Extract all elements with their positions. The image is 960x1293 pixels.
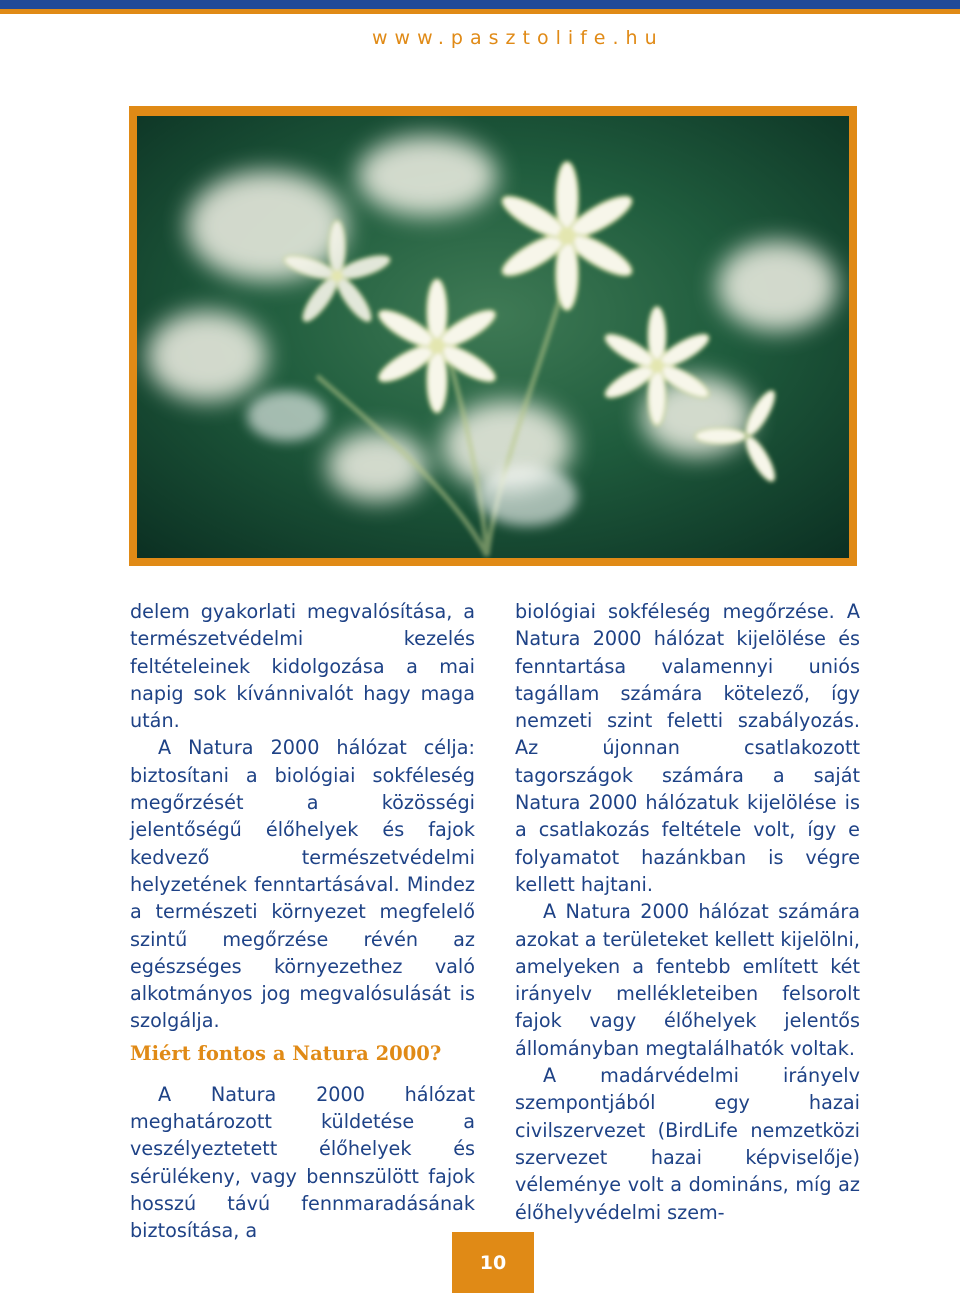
page-number-box bbox=[452, 1232, 534, 1293]
right-paragraph-2: A Natura 2000 hálózat számára azokat a területeket kellett kijelölni, amelyeken a fentebb említett két irányelv mellékleteiben felsorolt fajok vagy élőhelyek jelentős állományban megtalálhatók voltak. bbox=[515, 900, 860, 1060]
header-bar-blue bbox=[0, 0, 960, 9]
right-column bbox=[515, 598, 860, 1226]
right-paragraph-1: biológiai sokféleség megőrzése. A Natura 2000 hálózat kijelölése és fenntartása valamennyi uniós tagállam számára kötelező, így nemzeti szint feletti szabályozás. Az újonnan csatlakozott tagországok számára a saját Natura 2000 hálózatuk kijelölése is a csatlakozás feltétele volt, így e folyamatot hazánkban is végre kellett hajtani. bbox=[515, 600, 860, 896]
header-bar-orange bbox=[0, 9, 960, 14]
site-url[interactable]: www.pasztolife.hu bbox=[372, 27, 664, 49]
left-column bbox=[130, 598, 475, 1245]
left-paragraph-3: A Natura 2000 hálózat meghatározott küldetése a veszélyeztetett élőhelyek és sérülékeny, vagy bennszülött fajok hosszú távú fennmaradásának biztosítása, a bbox=[130, 1082, 475, 1243]
flower-photo bbox=[137, 116, 849, 558]
section-heading: Miért fontos a Natura 2000? bbox=[130, 1041, 442, 1065]
left-paragraph-1: delem gyakorlati megvalósítása, a természetvédelmi kezelés feltételeinek kidolgozása a mai napig sok kívánnivalót hagy maga után. bbox=[130, 600, 475, 733]
right-paragraph-3: A madárvédelmi irányelv szempontjából egy hazai civilszervezet (BirdLife nemzetközi szervezet hazai képviselője) véleménye volt a domináns, míg az élőhelyvédelmi szem- bbox=[515, 1064, 860, 1224]
page-number: 10 bbox=[479, 1251, 507, 1274]
left-paragraph-2: A Natura 2000 hálózat célja: biztosítani a biológiai sokféleség megőrzését a közösségi jelentőségű élőhelyek és fajok kedvező természetvédelmi helyzetének fenntartásával. Mindez a természeti környezet megfelelő szintű megőrzése révén az egészséges környezethez való alkotmányos jog megvalósulását is szolgálja. bbox=[130, 736, 475, 1033]
photo-frame bbox=[129, 106, 857, 566]
